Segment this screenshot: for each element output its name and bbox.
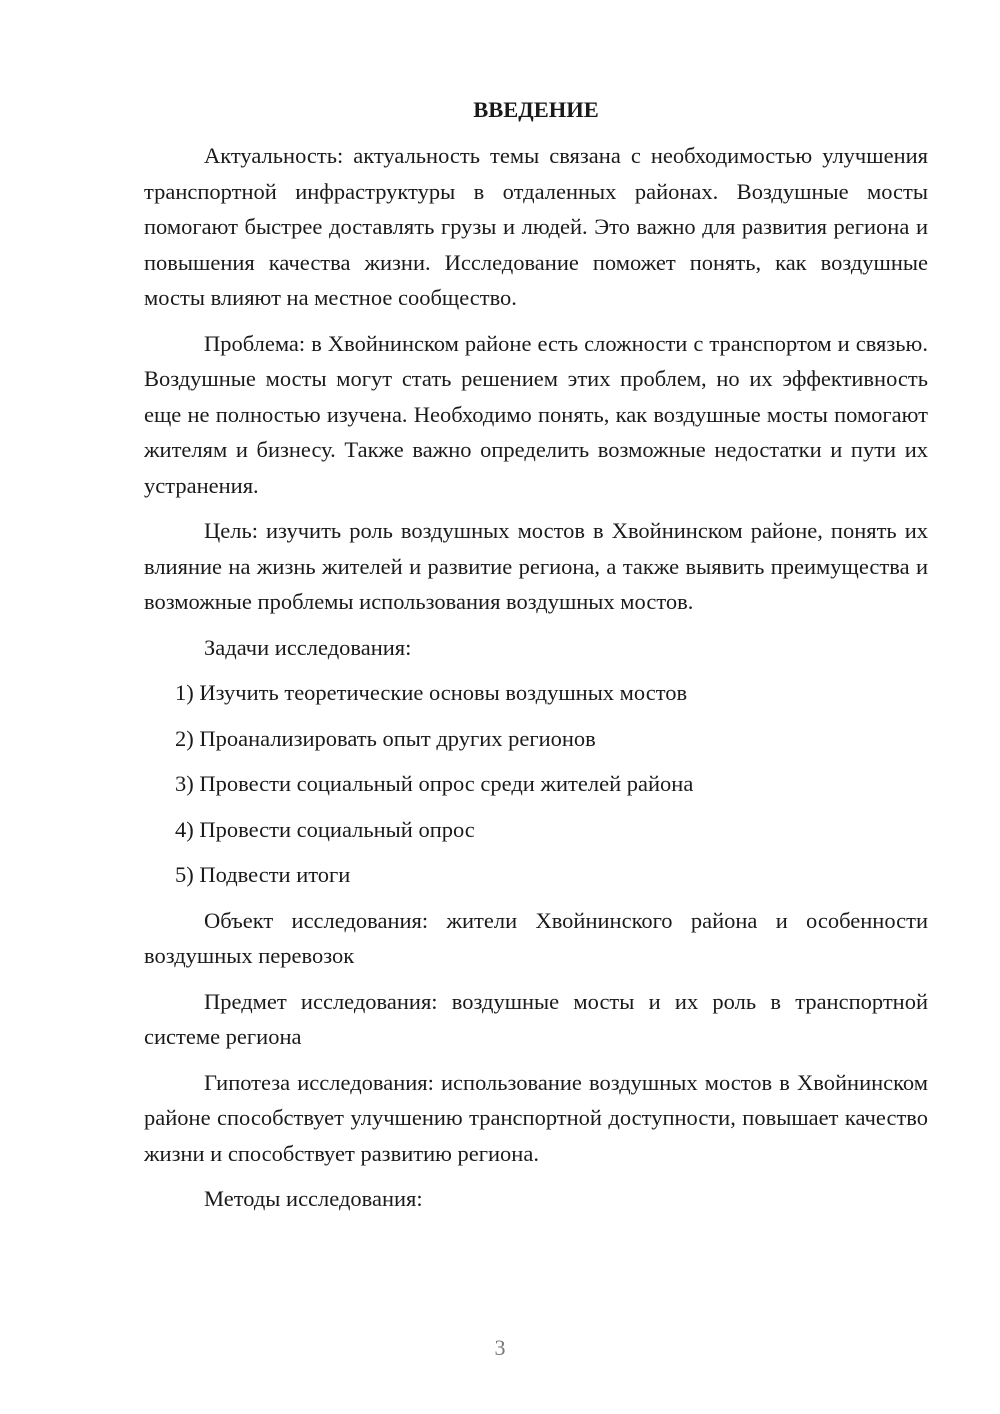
- list-item: 3) Провести социальный опрос среди жителей района: [175, 771, 694, 796]
- document-page: [144, 92, 928, 1227]
- section-heading: ВВЕДЕНИЕ: [473, 97, 599, 122]
- list-item: 4) Провести социальный опрос: [175, 816, 475, 842]
- problem-paragraph: Проблема: в Хвойнинском районе есть сложности с транспортом и связью. Воздушные мосты могут стать решением этих проблем, но их эффективность еще не полностью изучена. Необходимо понять, как воздушные мосты помогают жителям и бизнесу. Также важно определить возможные недостатки и пути их устранения.: [144, 330, 928, 498]
- tasks-list: [144, 675, 928, 893]
- goal-paragraph: Цель: изучить роль воздушных мостов в Хвойнинском районе, понять их влияние на жизнь жителей и развитие региона, а также выявить преимущества и возможные проблемы использования воздушных мостов.: [144, 518, 928, 614]
- object-paragraph: Объект исследования: жители Хвойнинского района и особенности воздушных перевозок: [144, 907, 928, 968]
- list-item: 2) Проанализировать опыт других регионов: [175, 725, 596, 751]
- list-item: 1) Изучить теоретические основы воздушных мостов: [175, 680, 688, 705]
- list-item: 5) Подвести итоги: [175, 862, 351, 887]
- hypothesis-paragraph: Гипотеза исследования: использование воздушных мостов в Хвойнинском районе способствует улучшению транспортной доступности, повышает качество жизни и способствует развитию региона.: [144, 1069, 928, 1166]
- subject-paragraph: Предмет исследования: воздушные мосты и их роль в транспортной системе региона: [144, 988, 928, 1049]
- page-number: 3: [494, 1335, 506, 1360]
- methods-heading: Методы исследования:: [204, 1186, 423, 1211]
- relevance-paragraph: Актуальность: актуальность темы связана с необходимостью улучшения транспортной инфраструктуры в отдаленных районах. Воздушные мосты помогают быстрее доставлять грузы и людей. Это важно для развития региона и повышения качества жизни. Исследование поможет понять, как воздушные мосты влияют на местное сообщество.: [144, 143, 928, 310]
- tasks-heading: Задачи исследования:: [204, 634, 412, 660]
